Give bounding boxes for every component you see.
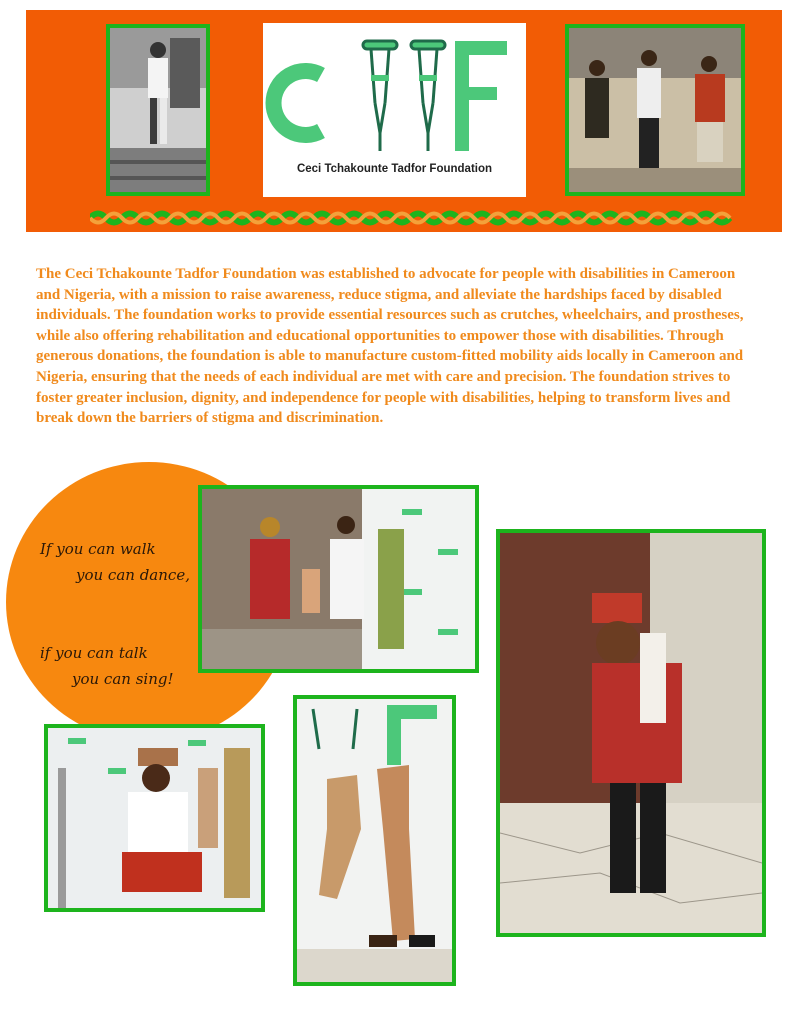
quote-line-1: If you can walk bbox=[40, 540, 156, 558]
quote-line-2: you can dance, bbox=[76, 566, 190, 584]
photo-woman-with-prosthetic-leg bbox=[44, 724, 265, 912]
photo-woman-on-steps bbox=[106, 24, 210, 196]
photo-prosthesis-fitting bbox=[198, 485, 479, 673]
decorative-rope-border bbox=[90, 207, 740, 229]
quote-line-4: you can sing! bbox=[72, 670, 174, 688]
quote-line-3: if you can talk bbox=[40, 644, 148, 662]
intro-paragraph: The Ceci Tchakounte Tadfor Foundation was established to advocate for people with disabilities in Cameroon and Nigeria, with a mission to raise awareness, reduce stigma, and alleviate the hardships faced by disabled individuals. The foundation works to provide essential resources such as crutches, wheelchairs, and prostheses, while also offering rehabilitation and educational opportunities to empower those with disabilities. Through generous donations, the foundation is able to manufacture custom-fitted mobility aids locally in Cameroon and Nigeria, ensuring that the needs of each individual are met with care and precision. The foundation strives to foster greater inclusion, dignity, and independence for people with disabilities, helping to transform lives and break down the barriers of stigma and discrimination. bbox=[36, 266, 744, 427]
logo-caption: Ceci Tchakounte Tadfor Foundation bbox=[296, 163, 493, 175]
foundation-logo bbox=[263, 23, 526, 197]
crutch-logo-icon bbox=[263, 23, 526, 173]
photo-man-dancing bbox=[496, 529, 766, 937]
photo-prosthetic-legs bbox=[293, 695, 456, 986]
photo-group-with-crutches bbox=[565, 24, 745, 196]
